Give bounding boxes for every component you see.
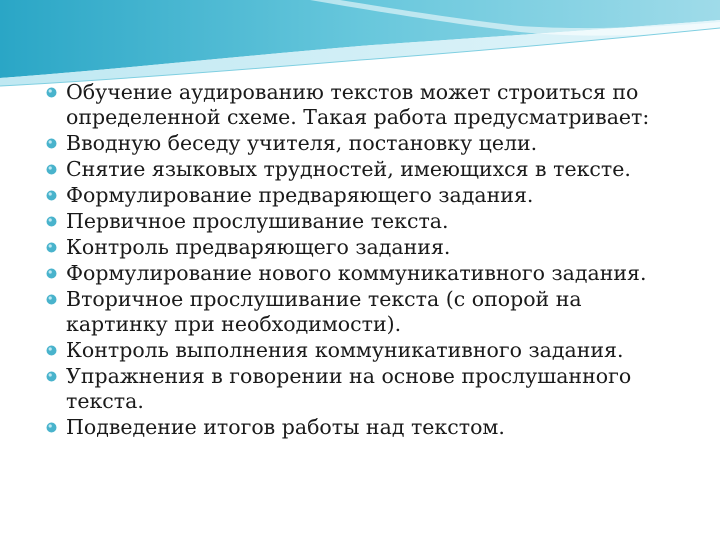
- bullet-list: [46, 80, 686, 441]
- circle-bullet-icon: [46, 422, 57, 433]
- list-item-text: Вторичное прослушивание текста (с опорой на картинку при необходимости).: [66, 287, 582, 336]
- list-item: [46, 261, 686, 286]
- list-item: [46, 157, 686, 182]
- list-item-text: Формулирование нового коммуникативного задания.: [66, 261, 647, 285]
- list-item: [46, 338, 686, 363]
- list-item: [46, 287, 686, 337]
- circle-bullet-icon: [46, 87, 57, 98]
- circle-bullet-icon: [46, 138, 57, 149]
- list-item-text: Контроль выполнения коммуникативного задания.: [66, 338, 624, 362]
- circle-bullet-icon: [46, 371, 57, 382]
- circle-bullet-icon: [46, 190, 57, 201]
- list-item: [46, 183, 686, 208]
- list-item-text: Вводную беседу учителя, постановку цели.: [66, 131, 538, 155]
- list-item: [46, 209, 686, 234]
- list-item-text: Формулирование предваряющего задания.: [66, 183, 534, 207]
- list-item: [46, 131, 686, 156]
- list-item: [46, 364, 686, 414]
- list-item: [46, 415, 686, 440]
- list-item-text: Обучение аудированию текстов может строиться по определенной схеме. Такая работа предусматривает:: [66, 80, 650, 129]
- circle-bullet-icon: [46, 164, 57, 175]
- circle-bullet-icon: [46, 242, 57, 253]
- circle-bullet-icon: [46, 345, 57, 356]
- list-item: [46, 80, 686, 130]
- list-item-text: Подведение итогов работы над текстом.: [66, 415, 505, 439]
- circle-bullet-icon: [46, 216, 57, 227]
- circle-bullet-icon: [46, 294, 57, 305]
- list-item: [46, 235, 686, 260]
- list-item-text: Упражнения в говорении на основе прослушанного текста.: [66, 364, 632, 413]
- circle-bullet-icon: [46, 268, 57, 279]
- list-item-text: Контроль предваряющего задания.: [66, 235, 451, 259]
- list-item-text: Первичное прослушивание текста.: [66, 209, 449, 233]
- list-item-text: Снятие языковых трудностей, имеющихся в тексте.: [66, 157, 631, 181]
